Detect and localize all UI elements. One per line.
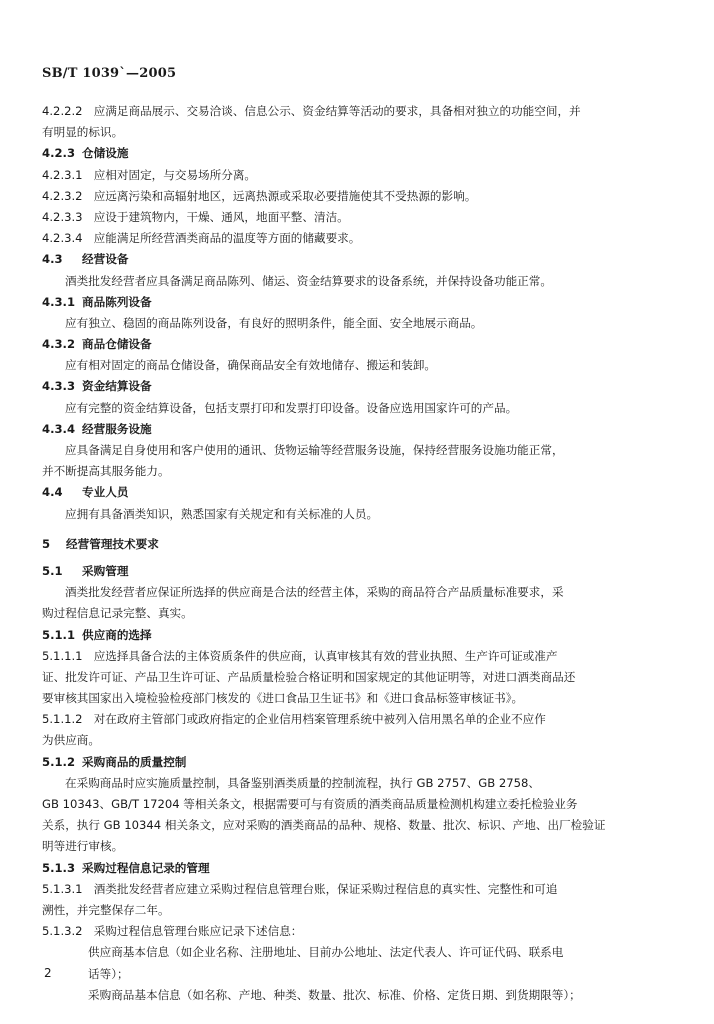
- heading-4-3-1: [42, 292, 667, 313]
- standard-code-header: SB/T 1039`—2005: [42, 66, 177, 81]
- clause-number: 4.3.2: [42, 337, 76, 352]
- clause-5-1-1-2: [42, 709, 667, 730]
- list-item: 采购商品基本信息（如名称、产地、种类、数量、批次、标准、价格、定货日期、到货期限等）；: [88, 987, 581, 1002]
- clause-text: 应满足商品展示、交易洽谈、信息公示、资金结算等活动的要求，具备相对独立的功能空间，并: [93, 104, 581, 118]
- heading-text: 经营服务设施: [82, 421, 152, 436]
- heading-4-4: [42, 482, 667, 503]
- clause-text: 应能满足所经营酒类商品的温度等方面的储藏要求。: [93, 231, 361, 246]
- heading-text: 专业人员: [82, 485, 129, 500]
- heading-text: 采购过程信息记录的管理: [82, 860, 210, 875]
- clause-number: 4.3.4: [42, 421, 76, 436]
- text-line: 在采购商品时应实施质量控制，具备鉴别酒类质量的控制流程，执行 GB 2757、GB 2758、: [65, 775, 540, 790]
- clause-4-2-3-1: [42, 165, 667, 186]
- clause-5-1-1-1: [42, 646, 667, 667]
- text-line: 为供应商。: [42, 733, 100, 748]
- text-line: 有明显的标识。: [42, 125, 124, 140]
- text-line: 要审核其国家出入境检验检疫部门核发的《进口食品卫生证书》和《进口食品标签审核证书》。: [42, 691, 524, 706]
- heading-text: 采购管理: [82, 563, 129, 578]
- clause-number: 4.4: [42, 485, 63, 500]
- spacer: [42, 525, 667, 534]
- clause-number: 4.2.3.1: [42, 167, 83, 182]
- heading-4-3-3: [42, 376, 667, 397]
- text-line: 关系，执行 GB 10344 相关条文，应对采购的酒类商品的品种、规格、数量、批次、标识、产地、出厂检验证: [42, 818, 606, 833]
- clause-number: 4.2.3.4: [42, 231, 83, 246]
- list-item: 供应商基本信息（如企业名称、注册地址、目前办公地址、法定代表人、许可证代码、联系电: [88, 945, 564, 960]
- clause-number: 5.1.1: [42, 627, 76, 642]
- clause-4-2-3-3: [42, 207, 667, 228]
- clause-text: 对在政府主管部门或政府指定的企业信用档案管理系统中被列入信用黑名单的企业不应作: [93, 712, 546, 727]
- heading-text: 供应商的选择: [82, 627, 152, 642]
- text-line: 并不断提高其服务能力。: [42, 464, 170, 479]
- heading-text: 经营设备: [82, 252, 129, 267]
- heading-5-1: [42, 561, 667, 582]
- clause-text: 酒类批发经营者应建立采购过程信息管理台账，保证采购过程信息的真实性、完整性和可追: [93, 881, 558, 896]
- clause-number: 5.1.1.1: [42, 648, 83, 663]
- clause-number: 4.2.3.3: [42, 209, 83, 224]
- clause-4-2-3-2: [42, 186, 667, 207]
- clause-4-2-2-2: [42, 101, 667, 122]
- clause-4-2-3-4: [42, 228, 667, 249]
- heading-5-1-2: [42, 752, 667, 773]
- text-line: 应拥有具备酒类知识，熟悉国家有关规定和有关标准的人员。: [65, 506, 379, 521]
- text-line: 应有独立、稳固的商品陈列设备，有良好的照明条件，能全面、安全地展示商品。: [65, 315, 483, 330]
- heading-4-2-3: [42, 143, 667, 164]
- clause-text: 应相对固定，与交易场所分离。: [93, 167, 257, 182]
- heading-5-1-3: [42, 858, 667, 879]
- clause-number: 5.1.3: [42, 860, 76, 875]
- text-line: 证、批发许可证、产品卫生许可证、产品质量检验合格证明和国家规定的其他证明等，对进口酒类商品还: [42, 669, 576, 684]
- text-line: 应有完整的资金结算设备，包括支票打印和发票打印设备。设备应选用国家许可的产品。: [65, 400, 518, 415]
- heading-4-3: [42, 249, 667, 270]
- clause-5-1-3-2: [42, 921, 667, 942]
- clause-number: 5.1.3.2: [42, 924, 83, 939]
- page-number: 2: [44, 966, 52, 980]
- list-item-continuation: 话等）；: [88, 966, 129, 981]
- clause-5-1-3-1: [42, 879, 667, 900]
- clause-number: 5.1.2: [42, 754, 76, 769]
- text-line: 明等进行审核。: [42, 839, 124, 854]
- clause-number: 4.3: [42, 252, 63, 267]
- text-line: GB 10343、GB/T 17204 等相关条文，根据需要可与有资质的酒类商品质量检测机构建立委托检验业务: [42, 797, 578, 811]
- clause-number: 4.3.1: [42, 294, 76, 309]
- heading-4-3-2: [42, 334, 667, 355]
- heading-5: [42, 534, 667, 555]
- clause-number: 5: [42, 536, 51, 551]
- clause-number: 5.1.1.2: [42, 712, 83, 727]
- clause-number: 4.2.3.2: [42, 188, 83, 203]
- heading-text: 采购商品的质量控制: [82, 754, 187, 769]
- clause-text: 应远离污染和高辐射地区，远离热源或采取必要措施使其不受热源的影响。: [93, 188, 477, 203]
- clause-number: 5.1.3.1: [42, 881, 83, 896]
- heading-text: 经营管理技术要求: [66, 536, 159, 551]
- clause-text: 应设于建筑物内，干燥、通风，地面平整、清洁。: [93, 209, 349, 224]
- clause-number: 4.2.2.2: [42, 104, 83, 118]
- document-body: [42, 101, 667, 1006]
- text-line: 购过程信息记录完整、真实。: [42, 606, 193, 621]
- text-line: 应具备满足自身使用和客户使用的通讯、货物运输等经营服务设施，保持经营服务设施功能正常，: [65, 443, 564, 457]
- clause-number: 4.2.3: [42, 146, 76, 161]
- text-line: 溯性，并完整保存二年。: [42, 902, 170, 917]
- heading-4-3-4: [42, 419, 667, 440]
- clause-number: 5.1: [42, 563, 63, 578]
- clause-text: 应选择具备合法的主体资质条件的供应商，认真审核其有效的营业执照、生产许可证或准产: [93, 648, 558, 663]
- heading-text: 资金结算设备: [82, 379, 152, 394]
- clause-number: 4.3.3: [42, 379, 76, 394]
- heading-text: 商品陈列设备: [82, 294, 152, 309]
- heading-text: 仓储设施: [82, 146, 129, 161]
- clause-text: 采购过程信息管理台账应记录下述信息：: [93, 924, 303, 939]
- text-line: 应有相对固定的商品仓储设备，确保商品安全有效地储存、搬运和装卸。: [65, 358, 437, 373]
- heading-5-1-1: [42, 625, 667, 646]
- text-line: 酒类批发经营者应保证所选择的供应商是合法的经营主体，采购的商品符合产品质量标准要求，采: [65, 585, 564, 600]
- text-line: 酒类批发经营者应具备满足商品陈列、储运、资金结算要求的设备系统，并保持设备功能正常。: [65, 273, 552, 288]
- heading-text: 商品仓储设备: [82, 337, 152, 352]
